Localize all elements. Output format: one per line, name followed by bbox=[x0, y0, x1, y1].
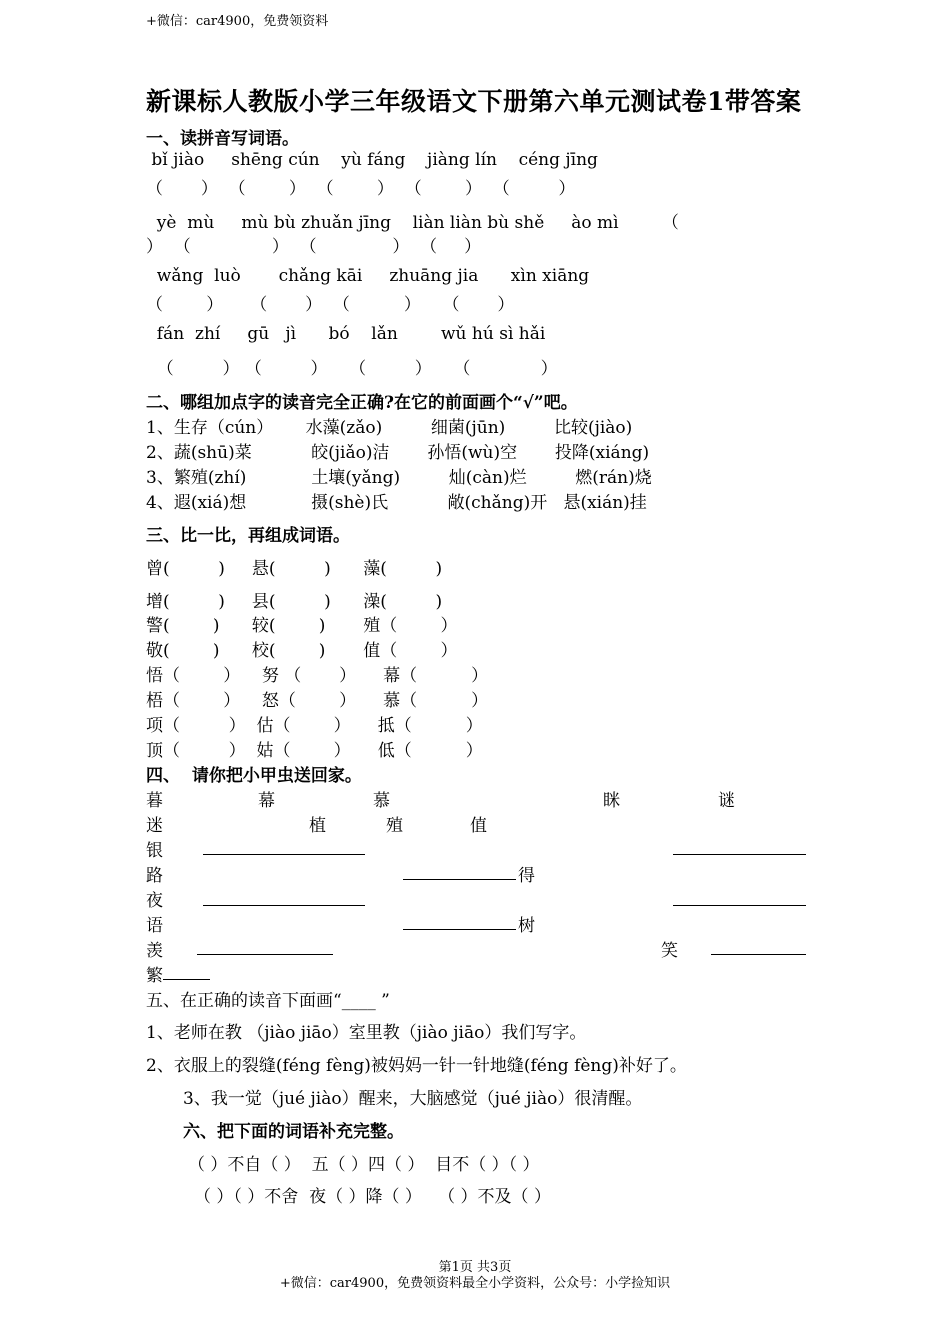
home-char: 银 bbox=[146, 841, 163, 861]
compare-line: 顶（ ） 姑（ ） 低（ ） bbox=[146, 741, 483, 761]
section-1-heading: 一、读拼音写词语。 bbox=[146, 129, 299, 149]
pronunciation-line: 3、我一觉（jué jiào）醒来，大脑感觉（jué jiào）很清醒。 bbox=[183, 1089, 643, 1109]
reading-line: 1、生存（cún） 水藻(zǎo) 细菌(jūn) 比较(jiào) bbox=[146, 418, 633, 438]
beetle-char: 暮 bbox=[146, 791, 163, 811]
beetle-char: 值 bbox=[470, 816, 487, 836]
home-char: 语 bbox=[146, 916, 163, 936]
home-char: 得 bbox=[518, 866, 535, 886]
compare-line: 梧（ ） 怒（ ） 慕（ ） bbox=[146, 691, 489, 711]
answer-blank bbox=[673, 904, 806, 906]
answer-blank bbox=[403, 928, 516, 930]
beetle-char: 迷 bbox=[146, 816, 163, 836]
section-2-heading: 二、哪组加点字的读音完全正确?在它的前面画个“√”吧。 bbox=[146, 393, 578, 413]
beetle-char: 慕 bbox=[373, 791, 390, 811]
section-3-heading: 三、比一比，再组成词语。 bbox=[146, 526, 350, 546]
blank-row-2: ） （ ） （ ） （ ） bbox=[146, 237, 482, 257]
answer-blank bbox=[197, 953, 333, 955]
answer-blank bbox=[673, 853, 806, 855]
page-number: 第1页 共3页 bbox=[438, 1260, 512, 1275]
compare-line: 敬( ) 校( ) 值（ ） bbox=[146, 641, 458, 661]
home-char: 繁 bbox=[146, 966, 163, 986]
compare-line: 增( ) 县( ) 澡( ) bbox=[146, 592, 443, 612]
answer-blank bbox=[403, 878, 516, 880]
home-char: 笑 bbox=[661, 941, 678, 961]
section-6-heading: 六、把下面的词语补充完整。 bbox=[183, 1122, 404, 1142]
header-note: +微信：car4900，免费领资料 bbox=[146, 14, 329, 29]
compare-line: 警( ) 较( ) 殖（ ） bbox=[146, 616, 458, 636]
compare-line: 悟（ ） 努 （ ） 幕（ ） bbox=[146, 666, 489, 686]
answer-blank bbox=[163, 978, 210, 980]
reading-line: 2、蔬(shū)菜 皎(jiǎo)洁 孙悟(wù)空 投降(xiáng) bbox=[146, 443, 650, 463]
beetle-char: 植 bbox=[309, 816, 326, 836]
pinyin-row-1: bǐ jiào shēng cún yù fáng jiàng lín céng jīng bbox=[146, 150, 598, 170]
idiom-line: （ ）不自（ ） 五（ ）四（ ） 目不（ ）（ ） bbox=[188, 1155, 540, 1175]
footer-note: +微信：car4900，免费领资料最全小学资料，公众号：小学捡知识 bbox=[279, 1276, 671, 1291]
idiom-line: （ ）（ ）不舍 夜（ ）降（ ） （ ）不及（ ） bbox=[194, 1187, 551, 1207]
reading-line: 4、遐(xiá)想 摄(shè)氏 敞(chǎng)开 悬(xián)挂 bbox=[146, 493, 647, 513]
pronunciation-line: 2、衣服上的裂缝(féng fèng)被妈妈一针一针地缝(féng fèng)补好了。 bbox=[146, 1056, 687, 1076]
home-char: 树 bbox=[518, 916, 535, 936]
blank-row-4: （ ） （ ） （ ） （ ） bbox=[146, 359, 558, 379]
section-4-heading: 四、 请你把小甲虫送回家。 bbox=[146, 766, 362, 786]
page-title: 新课标人教版小学三年级语文下册第六单元测试卷1带答案 bbox=[146, 87, 802, 116]
answer-blank bbox=[203, 904, 365, 906]
answer-blank bbox=[203, 853, 365, 855]
pinyin-row-2: yè mù mù bù zhuǎn jīng liàn liàn bù shě ào mì （ bbox=[146, 213, 679, 233]
pinyin-row-3: wǎng luò chǎng kāi zhuāng jia xìn xiāng bbox=[146, 266, 590, 286]
beetle-char: 眯 bbox=[603, 791, 620, 811]
blank-row-3: （ ） （ ） （ ） （ ） bbox=[146, 295, 515, 315]
compare-line: 曾( ) 悬( ) 藻( ) bbox=[146, 559, 443, 579]
home-char: 夜 bbox=[146, 891, 163, 911]
home-char: 路 bbox=[146, 866, 163, 886]
pinyin-row-4: fán zhí gū jì bó lǎn wǔ hú sì hǎi bbox=[146, 324, 546, 344]
reading-line: 3、繁殖(zhí) 土壤(yǎng) 灿(càn)烂 燃(rán)烧 bbox=[146, 468, 652, 488]
home-char: 羡 bbox=[146, 941, 163, 961]
section-5-heading: 五、在正确的读音下面画“____ ” bbox=[146, 991, 390, 1011]
beetle-char: 谜 bbox=[718, 791, 735, 811]
blank-row-1: （ ） （ ） （ ） （ ） （ ） bbox=[146, 179, 576, 199]
answer-blank bbox=[711, 953, 806, 955]
compare-line: 项（ ） 估（ ） 抵（ ） bbox=[146, 716, 483, 736]
beetle-char: 幕 bbox=[258, 791, 275, 811]
pronunciation-line: 1、老师在教 （jiào jiāo）室里教（jiào jiāo）我们写字。 bbox=[146, 1023, 587, 1043]
beetle-char: 殖 bbox=[386, 816, 403, 836]
